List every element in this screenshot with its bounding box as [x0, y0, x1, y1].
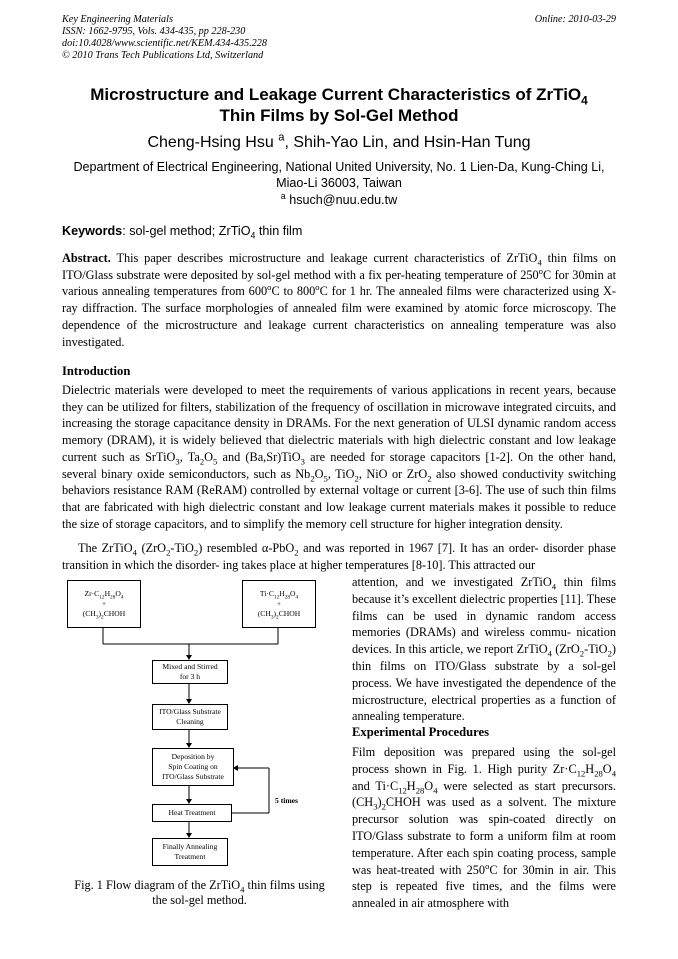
figure-1-flow-diagram — [62, 578, 337, 874]
final-annealing-box: Finally Annealing Treatment — [152, 838, 228, 866]
introduction-paragraph-2-continued: attention, and we investigated ZrTiO$_4$ thin films because it’s excellent dielectric properties [11]. These films can be used in dynamic random access memories (DRAMs) and wireless commu- nication devices. In this article, we report ZrTiO$_4$ (ZrO$_2$-TiO$_2$) thin films on ITO/Glass substrate by a sol-gel process. We have investigated the dependence of the microstructure, electrical properties as a function of annealing temperature. — [352, 575, 616, 724]
authors: Cheng-Hsing Hsu $^a$, Shih-Yao Lin, and Hsin-Han Tung — [147, 131, 531, 151]
email-link[interactable]: hsuch@nuu.edu.tw — [289, 193, 398, 207]
issn-line: ISSN: 1662-9795, Vols. 434-435, pp 228-230 — [62, 26, 246, 37]
spin-coating-box: Deposition by Spin Coating on ITO/Glass Substrate — [152, 748, 234, 786]
mixed-stirred-box: Mixed and Stirred for 3 h — [152, 660, 228, 684]
figure-1-caption: Fig. 1 Flow diagram of the ZrTiO$_4$ thin films using the sol-gel method. — [74, 878, 325, 907]
journal-header — [62, 14, 267, 62]
experimental-heading: Experimental Procedures — [352, 725, 489, 739]
doi-line: doi:10.4028/www.scientific.net/KEM.434-435.228 — [62, 38, 267, 49]
keywords: Keywords: sol-gel method; ZrTiO$_4$ thin film — [62, 224, 303, 241]
heat-treatment-box: Heat Treatment — [152, 804, 232, 822]
precursor-ti-box: $Ti\cdot C_{12}H_{28}O_4$ + $(CH_3)_2CHOH$ — [242, 580, 316, 628]
copyright-line: © 2010 Trans Tech Publications Ltd, Switzerland — [62, 50, 264, 61]
journal-name: Key Engineering Materials — [62, 14, 173, 25]
substrate-cleaning-box: ITO/Glass Substrate Cleaning — [152, 704, 228, 730]
affiliation: Department of Electrical Engineering, National United University, No. 1 Lien-Da, Kung-Ching Li, Miao-Li 36003, Taiwan — [73, 160, 605, 190]
experimental-paragraph: Film deposition was prepared using the sol-gel process shown in Fig. 1. High purity $Zr\cdot C_{12}H_{28}O_4$ and $Ti\cdot C_{12}H_{28}O_4$ were selected as start precursors. $(CH_3)_2CHOH$ was used as a solvent. The mixture precursor solution was spin-coated directly on ITO/Glass substrate to form a uniform film at room temperature. After each spin coating process, sample was heat-treated with 250$^o$C for 30min in air. This step is repeated five times, and the films were annealed in air atmosphere with — [352, 745, 616, 911]
loop-label: 5 times — [275, 796, 298, 805]
author-email: $^a$ hsuch@nuu.edu.tw — [280, 190, 398, 207]
online-date: Online: 2010-03-29 — [534, 14, 616, 25]
precursor-zr-box: $Zr\cdot C_{12}H_{28}O_4$ + $(CH_3)_2CHOH$ — [67, 580, 141, 628]
introduction-heading: Introduction — [62, 364, 131, 378]
paper-title: Microstructure and Leakage Current Characteristics of ZrTiO$_4$ Thin Films by Sol-Gel Method — [90, 85, 588, 125]
introduction-paragraph-2: The ZrTiO$_4$ (ZrO$_2$-TiO$_2$) resembled α-PbO$_2$ and was reported in 1967 [7]. It has an order- disorder phase transition in which the disorder- ing takes place at higher temperatures [8-10]. This attracted our — [62, 541, 617, 572]
abstract: Abstract. This paper describes microstructure and leakage current characteristics of ZrTiO$_4$ thin films on ITO/Glass substrate were deposited by sol-gel method with a fix per-heating temperature of 250$^o$C for 30min at various annealing temperatures from 600$^o$C to 800$^o$C for 1 hr. The annealed films were characterized using X-ray diffraction. The surface morphologies of annealed film were examined by atomic force microscopy. The dependence of the microstructure and leakage current characteristics on annealing temperature was also investigated. — [62, 251, 616, 349]
introduction-paragraph-1: Dielectric materials were developed to meet the requirements of various applications in recent years, because they can be utilized for filters, stabilization of the frequency of oscillation in microwave integrated circuits, and increasing the storage capacitance density in DRAMs. For the next generation of ULSI dynamic random access memory (DRAM), it is widely believed that dielectric materials with high dielectric constant and low leakage current such as SrTiO$_3$, $Ta_2O_5$ and (Ba,Sr)TiO$_3$ are needed for storage capacitors [1-2]. On the other hand, several binary oxide semiconductors, such as $Nb_2O_5$, TiO$_2$, NiO or ZrO$_2$ also showed conductivity switching behaviors resistance RAM (ReRAM) controlled by external voltage or current [3-6]. The use of such thin films that are fabricated with high dielectric constant and low leakage current materials makes it possible to reduce the size of storage capacitors, and to simplify the memory cell structure for higher integration density. — [62, 383, 617, 531]
